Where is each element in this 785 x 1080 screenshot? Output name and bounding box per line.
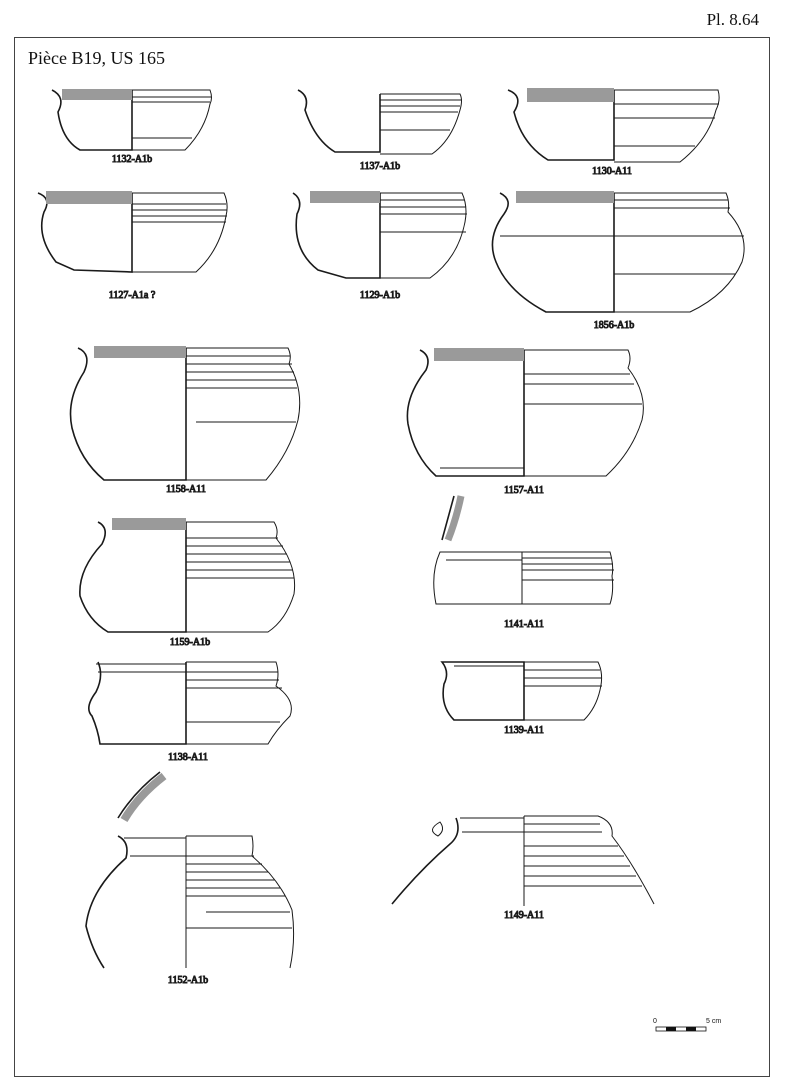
vessel-1157-caption: 1157-A11 <box>504 485 544 496</box>
vessel-1158 <box>71 346 300 495</box>
vessel-1139-caption: 1139-A11 <box>504 725 544 736</box>
vessel-1856-caption: 1856-A1b <box>593 320 635 331</box>
vessel-1141-caption: 1141-A11 <box>504 619 544 630</box>
vessel-1139 <box>442 662 602 736</box>
vessel-1149-caption: 1149-A11 <box>504 910 544 921</box>
vessel-1138-caption: 1138-A11 <box>168 752 208 763</box>
vessel-1159-caption: 1159-A1b <box>169 637 211 648</box>
scale-bar <box>653 1018 721 1031</box>
vessel-1152 <box>86 772 294 986</box>
vessel-1137 <box>298 90 462 172</box>
scale-bar-start-label: 0 <box>653 1018 657 1025</box>
vessel-1130-caption: 1130-A11 <box>592 166 632 177</box>
vessel-1138 <box>89 662 292 763</box>
vessel-1127-caption: 1127-A1a ? <box>108 290 156 301</box>
plate-number: Pl. 8.64 <box>706 10 759 29</box>
vessel-1129 <box>293 191 467 301</box>
vessel-1127 <box>38 191 227 301</box>
vessel-1158-caption: 1158-A11 <box>166 484 206 495</box>
vessel-1129-caption: 1129-A1b <box>359 290 401 301</box>
vessel-1149 <box>392 816 654 921</box>
room-title: Pièce B19, US 165 <box>28 48 165 68</box>
vessel-1132-caption: 1132-A1b <box>111 154 153 165</box>
vessel-1152-caption: 1152-A1b <box>167 975 209 986</box>
vessel-1159 <box>80 518 295 648</box>
vessel-1137-caption: 1137-A1b <box>359 161 401 172</box>
vessel-1141 <box>434 496 614 630</box>
vessel-1856 <box>492 191 744 331</box>
scale-bar-end-label: 5 cm <box>706 1018 722 1025</box>
vessel-1130 <box>508 88 719 177</box>
vessel-1132 <box>52 89 212 165</box>
vessel-1157 <box>407 348 643 496</box>
